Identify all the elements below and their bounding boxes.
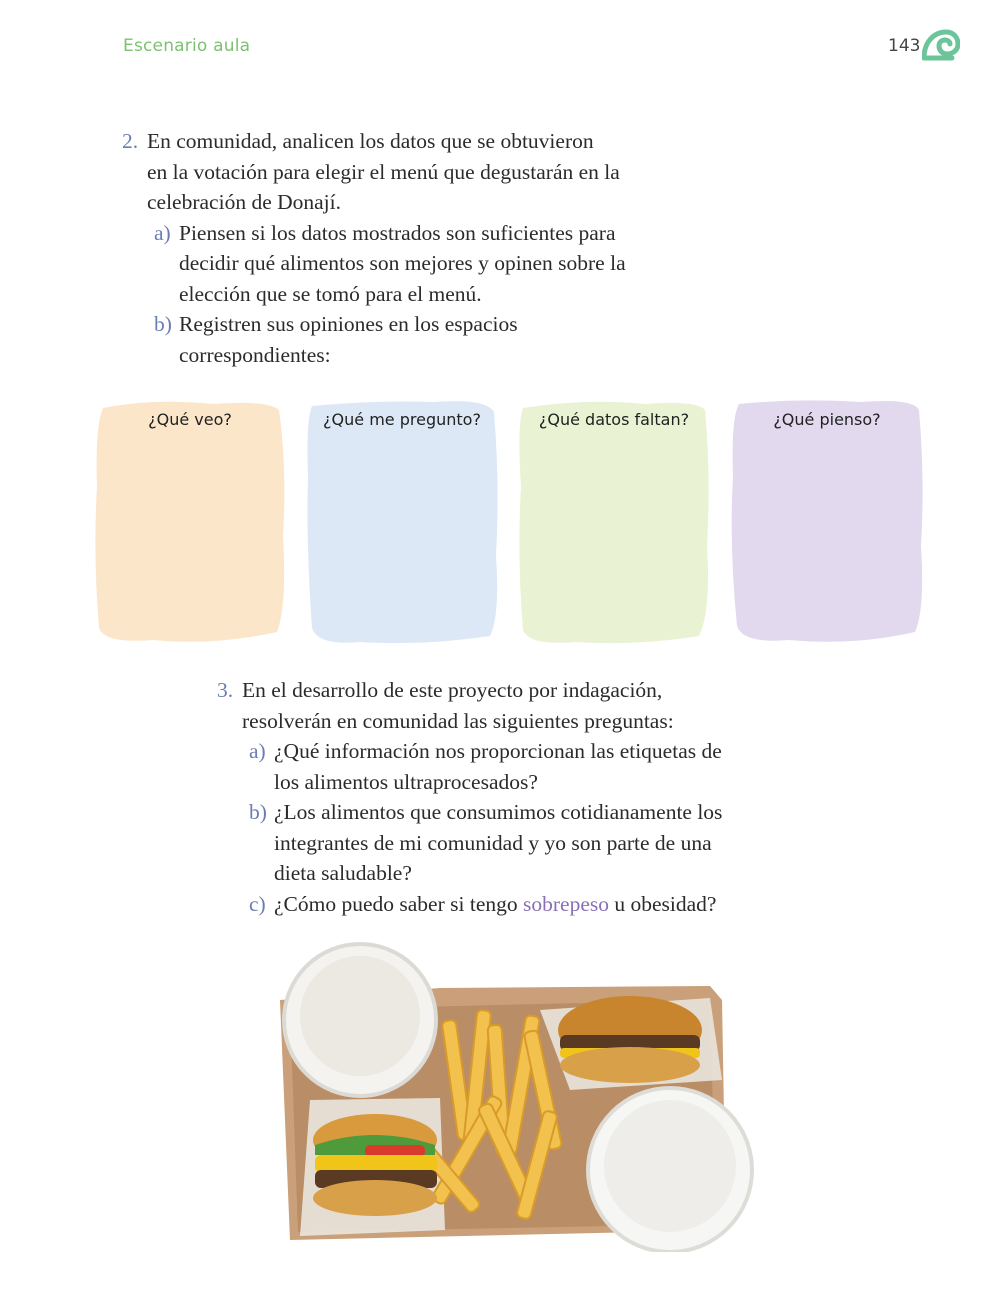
sub-item-letter: a) (154, 220, 171, 245)
opinion-card-que-datos-faltan[interactable] (517, 396, 711, 646)
card-background (729, 396, 925, 646)
opinion-card-que-pienso[interactable] (729, 396, 925, 646)
sub-item-a (154, 218, 642, 310)
sub-item-a (249, 736, 757, 797)
sub-item-letter: a) (249, 739, 266, 763)
spiral-logo-icon (922, 28, 960, 62)
question-number: 2. (122, 129, 139, 153)
card-title: ¿Qué me pregunto? (323, 410, 481, 429)
fast-food-tray-photo (270, 940, 770, 1252)
text-line: Registren sus opiniones en los espacios (179, 312, 518, 336)
text-line: ¿Los alimentos que consumimos cotidianamente los (274, 800, 723, 824)
question-number: 3. (217, 678, 234, 702)
card-background (517, 396, 711, 646)
card-title: ¿Qué datos faltan? (538, 410, 690, 429)
sub-item-letter: b) (154, 312, 172, 336)
text-line: resolverán en comunidad las siguientes preguntas: (242, 708, 674, 733)
text-line: integrantes de mi comunidad y yo son parte de una (274, 830, 712, 855)
text-fragment: u obesidad? (608, 891, 717, 916)
text-line: ¿Qué información nos proporcionan las etiquetas de (274, 739, 722, 763)
text-line: correspondientes: (179, 342, 331, 367)
question-3 (217, 675, 757, 919)
card-background (93, 396, 287, 646)
opinion-card-que-me-pregunto[interactable] (304, 396, 500, 646)
page-number: 143 (888, 36, 921, 56)
card-background (304, 396, 500, 646)
section-title: Escenario aula (123, 36, 251, 56)
opinion-card-que-veo[interactable] (93, 396, 287, 646)
text-line: los alimentos ultraprocesados? (274, 769, 538, 794)
text-line: celebración de Donají. (147, 190, 342, 214)
sub-item-letter: b) (249, 800, 267, 824)
question-2 (122, 126, 642, 370)
text-line: elección que se tomó para el menú. (179, 281, 482, 306)
text-line: dieta saludable? (274, 861, 412, 885)
text-fragment: ¿Cómo puedo saber si tengo (274, 891, 523, 916)
text-line: Piensen si los datos mostrados son suficientes para (179, 220, 616, 245)
glossary-term-sobrepeso[interactable]: sobrepeso (523, 891, 609, 916)
sub-item-c (249, 889, 757, 920)
text-line: En el desarrollo de este proyecto por indagación, (242, 678, 663, 702)
sub-item-b (154, 309, 642, 370)
text-line: En comunidad, analicen los datos que se obtuvieron (147, 129, 594, 153)
sub-item-b (249, 797, 757, 889)
text-line: en la votación para elegir el menú que degustarán en la (147, 159, 620, 184)
text-line (274, 889, 757, 920)
text-line: decidir qué alimentos son mejores y opinen sobre la (179, 251, 626, 275)
card-title: ¿Qué veo? (148, 410, 232, 429)
card-title: ¿Qué pienso? (773, 410, 881, 429)
sub-item-letter: c) (249, 891, 266, 916)
